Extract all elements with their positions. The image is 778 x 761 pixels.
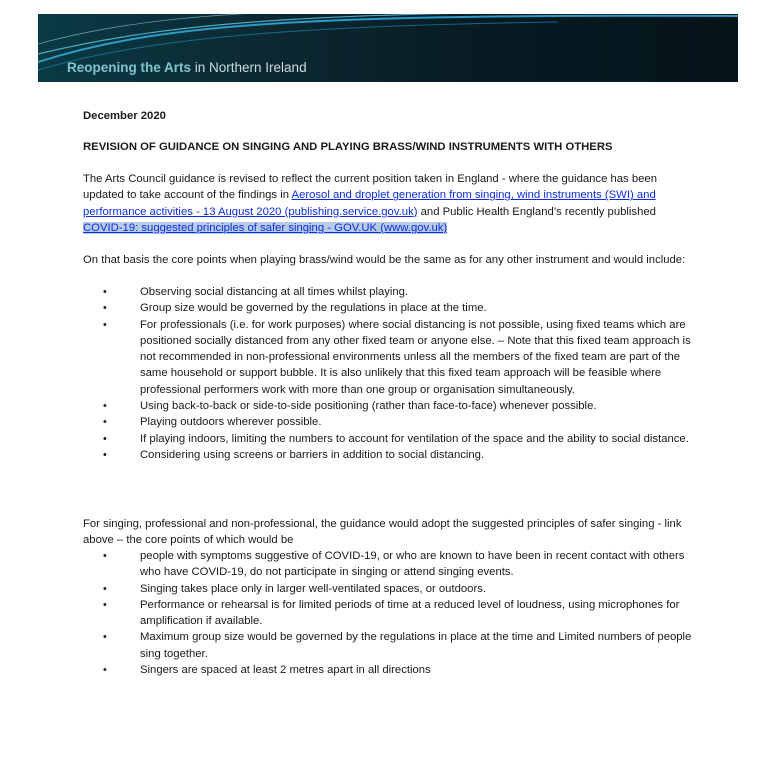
list-item	[83, 431, 693, 447]
list-item	[83, 398, 693, 414]
list-item-text: Group size would be governed by the regulations in place at the time.	[140, 302, 487, 315]
list-item-text: people with symptoms suggestive of COVID-19, or who are known to have been in recent contact with others who have COVID-19, do not participate in singing or attend singing events.	[140, 550, 685, 579]
document-date: December 2020	[83, 110, 166, 122]
safer-singing-link[interactable]: COVID-19: suggested principles of safer singing - GOV.UK (www.gov.uk)	[83, 221, 448, 234]
list-item	[83, 662, 693, 678]
singing-intro: For singing, professional and non-professional, the guidance would adopt the suggested principles of safer singing - link above – the core points of which would be	[83, 518, 682, 547]
bullet-icon: •	[103, 582, 107, 595]
bullet-icon: •	[103, 302, 107, 315]
list-item	[83, 414, 693, 430]
list-item-text: Observing social distancing at all times whilst playing.	[140, 286, 409, 298]
bullet-icon: •	[103, 631, 107, 644]
banner-title-rest: in Northern Ireland	[191, 60, 307, 75]
bullet-icon: •	[103, 550, 107, 562]
brass-wind-points-list	[83, 284, 693, 463]
banner-title-accent: Reopening the Arts	[67, 60, 192, 75]
list-item	[83, 581, 693, 597]
bullet-icon: •	[103, 598, 107, 611]
bullet-icon: •	[103, 318, 107, 331]
list-item-text: If playing indoors, limiting the numbers to account for ventilation of the space and the ability to social distance.	[140, 432, 689, 445]
list-item	[83, 300, 693, 316]
list-item	[83, 548, 693, 581]
list-item-text: Using back-to-back or side-to-side positioning (rather than face-to-face) whenever possible.	[140, 400, 597, 413]
document-heading: REVISION OF GUIDANCE ON SINGING AND PLAYING BRASS/WIND INSTRUMENTS WITH OTHERS	[83, 141, 613, 153]
list-item	[83, 284, 693, 300]
bullet-icon: •	[103, 432, 107, 445]
list-item	[83, 317, 693, 398]
list-item	[83, 447, 693, 463]
list-item-text: Singers are spaced at least 2 metres apart in all directions	[140, 664, 431, 677]
list-item-text: Singing takes place only in larger well-ventilated spaces, or outdoors.	[140, 582, 487, 595]
bullet-icon: •	[103, 400, 107, 413]
intro-text-1: The Arts Council guidance is revised to reflect the current position taken in England - where the guidance has been updated to take account of the findings in	[83, 173, 657, 202]
list-item	[83, 597, 693, 630]
bullet-icon: •	[103, 416, 107, 429]
aerosol-report-link[interactable]: Aerosol and droplet generation from singing, wind instruments (SWI) and performance activities - 13 August 2020 (publishing.service.gov.uk)	[83, 189, 656, 218]
list-item-text: Maximum group size would be governed by the regulations in place at the time and Limited numbers of people sing together.	[140, 631, 692, 660]
brass-intro: On that basis the core points when playing brass/wind would be the same as for any other instrument and would include:	[83, 254, 686, 266]
singing-points-list	[83, 548, 693, 678]
header-banner	[38, 14, 738, 82]
banner-title	[67, 60, 307, 75]
list-item-text: For professionals (i.e. for work purposes) where social distancing is not possible, using fixed teams which are positioned socially distanced from any other fixed team or anyone else. – Note that this fixed team approach is not recommended in non-professional environments unless all the members of the fixed team are part of the same household or support bubble. It is also unlikely that this fixed team approach will be feasible where professional performers work with more than one group or organisation simultaneously.	[140, 318, 691, 396]
intro-text-2: and Public Health England’s recently published	[417, 205, 656, 218]
bullet-icon: •	[103, 664, 107, 677]
list-item-text: Performance or rehearsal is for limited periods of time at a reduced level of loudness, using microphones for amplification if available.	[140, 598, 680, 628]
bullet-icon: •	[103, 448, 107, 461]
bullet-icon: •	[103, 286, 107, 298]
list-item	[83, 629, 693, 662]
intro-paragraph	[83, 171, 693, 236]
list-item-text: Playing outdoors wherever possible.	[140, 416, 322, 429]
list-item-text: Considering using screens or barriers in addition to social distancing.	[140, 448, 485, 461]
